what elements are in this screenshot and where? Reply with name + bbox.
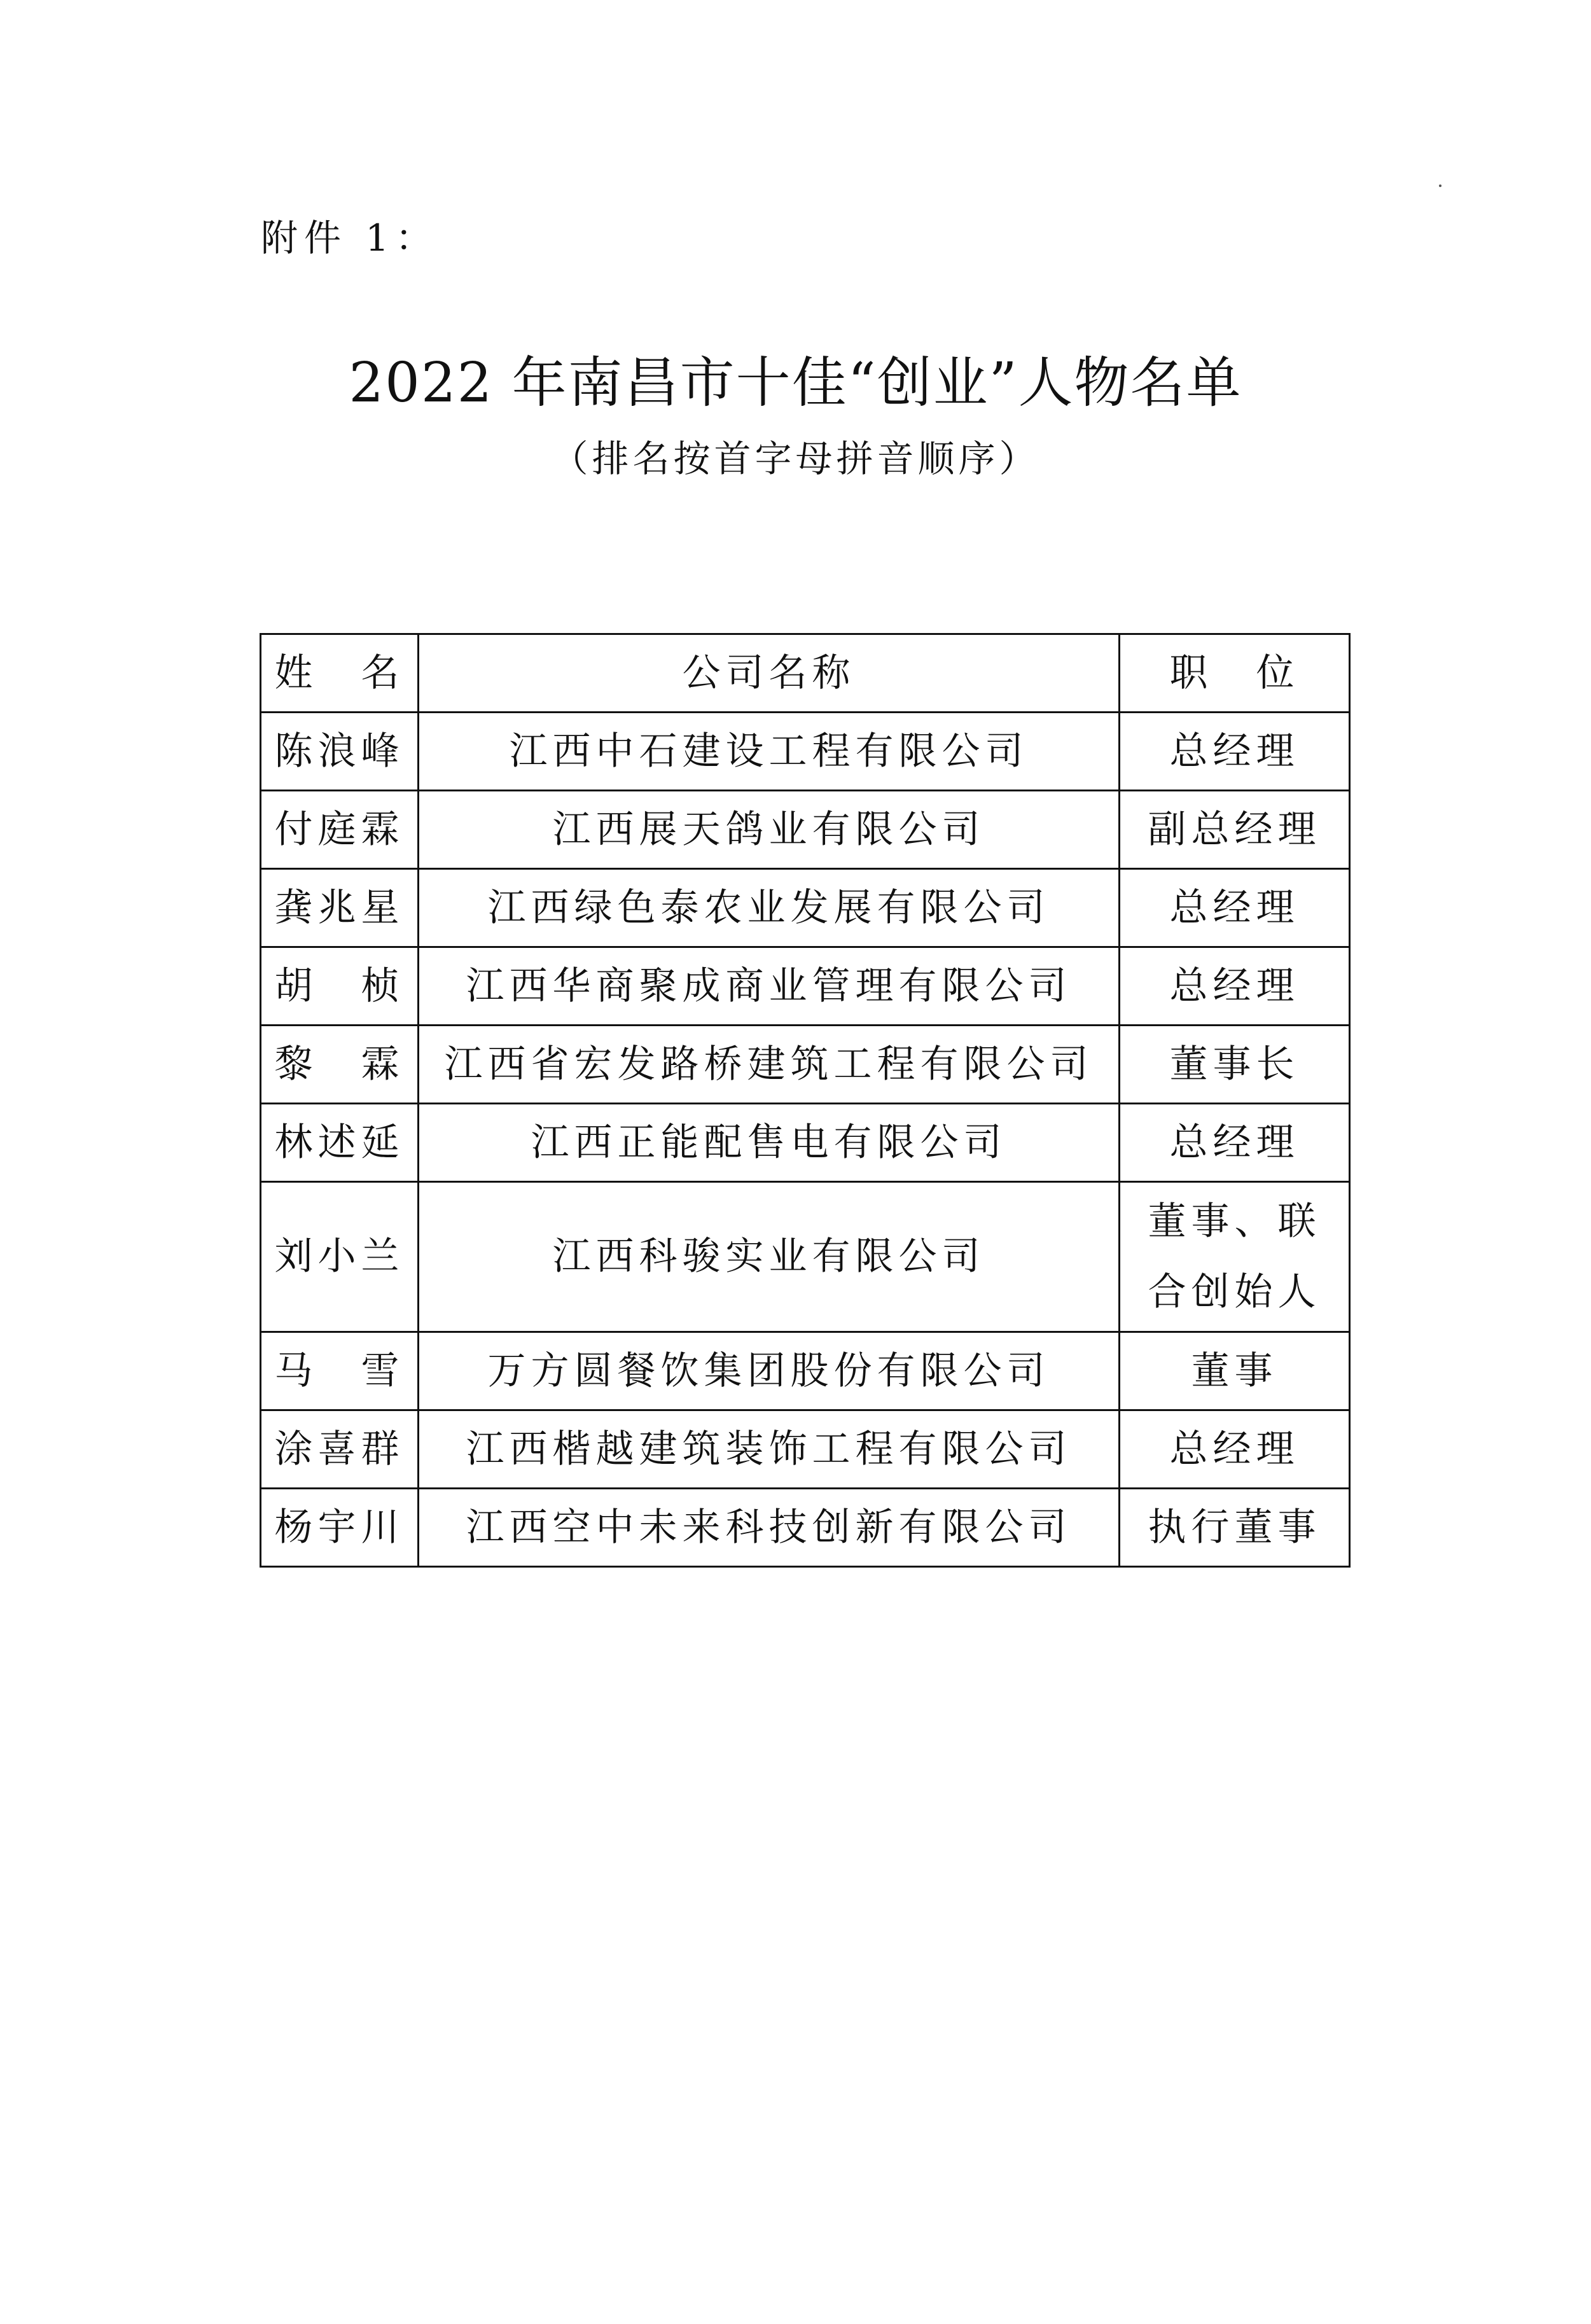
table-row (261, 1410, 1350, 1489)
cell-name: 黎 霖 (261, 1026, 419, 1104)
table-row (261, 1026, 1350, 1104)
scan-speck (1439, 184, 1442, 187)
cell-name: 龚兆星 (261, 869, 419, 947)
cell-name: 陈浪峰 (261, 713, 419, 791)
cell-name: 付庭霖 (261, 791, 419, 869)
header-position: 职 位 (1120, 634, 1350, 713)
cell-position: 总经理 (1120, 1104, 1350, 1182)
cell-company: 江西省宏发路桥建筑工程有限公司 (419, 1026, 1120, 1104)
cell-company: 江西华商聚成商业管理有限公司 (419, 947, 1120, 1026)
table-row (261, 1489, 1350, 1567)
cell-company: 江西正能配售电有限公司 (419, 1104, 1120, 1182)
table-row (261, 869, 1350, 947)
table-header-row (261, 634, 1350, 713)
cell-position: 总经理 (1120, 869, 1350, 947)
cell-company: 江西楷越建筑装饰工程有限公司 (419, 1410, 1120, 1489)
cell-company: 江西展天鸽业有限公司 (419, 791, 1120, 869)
cell-name: 胡 桢 (261, 947, 419, 1026)
cell-name: 刘小兰 (261, 1182, 419, 1332)
cell-position: 董事长 (1120, 1026, 1350, 1104)
cell-company: 江西绿色泰农业发展有限公司 (419, 869, 1120, 947)
cell-name: 杨宇川 (261, 1489, 419, 1567)
table-row (261, 947, 1350, 1026)
cell-company: 万方圆餐饮集团股份有限公司 (419, 1332, 1120, 1410)
cell-position: 董事、联合创始人 (1120, 1182, 1350, 1332)
cell-position: 总经理 (1120, 947, 1350, 1026)
document-title: 2022 年南昌市十佳“创业”人物名单 (349, 351, 1242, 415)
table-row (261, 713, 1350, 791)
attachment-label: 附件 1： (261, 216, 439, 260)
header-company: 公司名称 (419, 634, 1120, 713)
table-row (261, 1332, 1350, 1410)
cell-position: 总经理 (1120, 1410, 1350, 1489)
table-row (261, 1182, 1350, 1332)
cell-position: 副总经理 (1120, 791, 1350, 869)
document-subtitle: （排名按首字母拼音顺序） (551, 437, 1040, 480)
cell-name: 马 雪 (261, 1332, 419, 1410)
table-row (261, 791, 1350, 869)
roster-table (260, 633, 1351, 1568)
header-name: 姓 名 (261, 634, 419, 713)
cell-company: 江西中石建设工程有限公司 (419, 713, 1120, 791)
cell-name: 涂喜群 (261, 1410, 419, 1489)
cell-company: 江西科骏实业有限公司 (419, 1182, 1120, 1332)
cell-company: 江西空中未来科技创新有限公司 (419, 1489, 1120, 1567)
table-row (261, 1104, 1350, 1182)
cell-position: 总经理 (1120, 713, 1350, 791)
cell-position: 执行董事 (1120, 1489, 1350, 1567)
cell-name: 林述延 (261, 1104, 419, 1182)
cell-position: 董事 (1120, 1332, 1350, 1410)
